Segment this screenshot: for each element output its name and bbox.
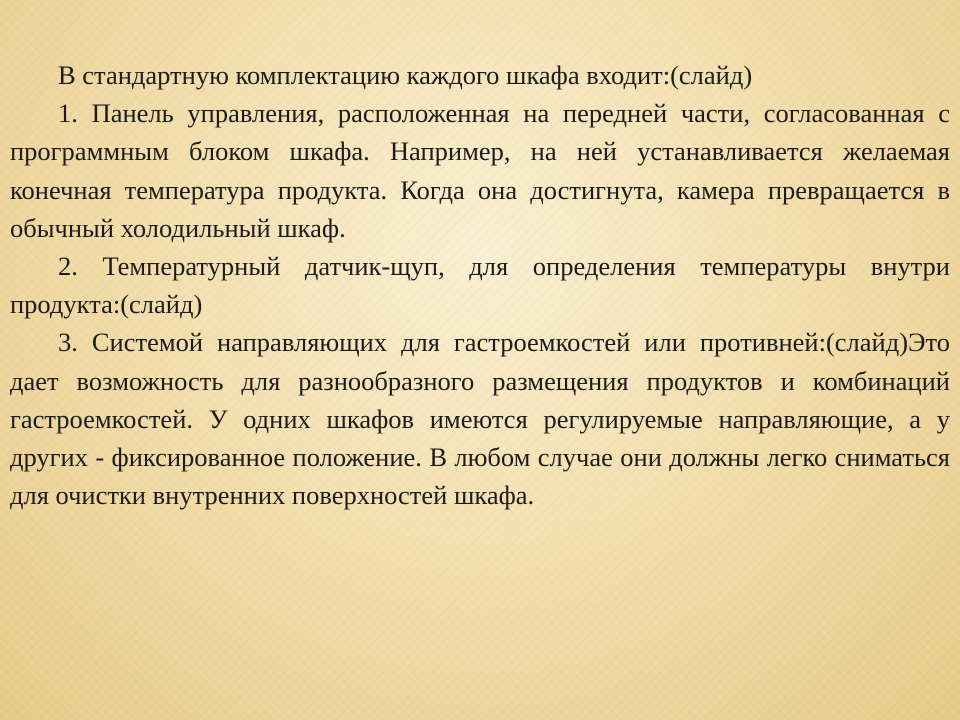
list-item-guide-system: 3. Системой направляющих для гастроемкостей или противней:(слайд)Это дает возможность для разнообразного размещения продуктов и комбинаций гастроемкостей. У одних шкафов имеются регулируемые направляющие, а у других - фиксированное положение. В любом случае они должны легко сниматься для очистки внутренних поверхностей шкафа. xyxy=(10,327,950,511)
list-item-temperature-probe: 2. Температурный датчик-щуп, для определения температуры внутри продукта:(слайд) xyxy=(10,251,950,320)
list-item-control-panel: 1. Панель управления, расположенная на передней части, согласованная с программным блоком шкафа. Например, на ней устанавливается желаемая конечная температура продукта. Когда она достигнута, камера превращается в обычный холодильный шкаф. xyxy=(10,98,950,243)
intro-paragraph: В стандартную комплектацию каждого шкафа входит:(слайд) xyxy=(58,60,753,90)
slide-text-body xyxy=(10,56,950,514)
